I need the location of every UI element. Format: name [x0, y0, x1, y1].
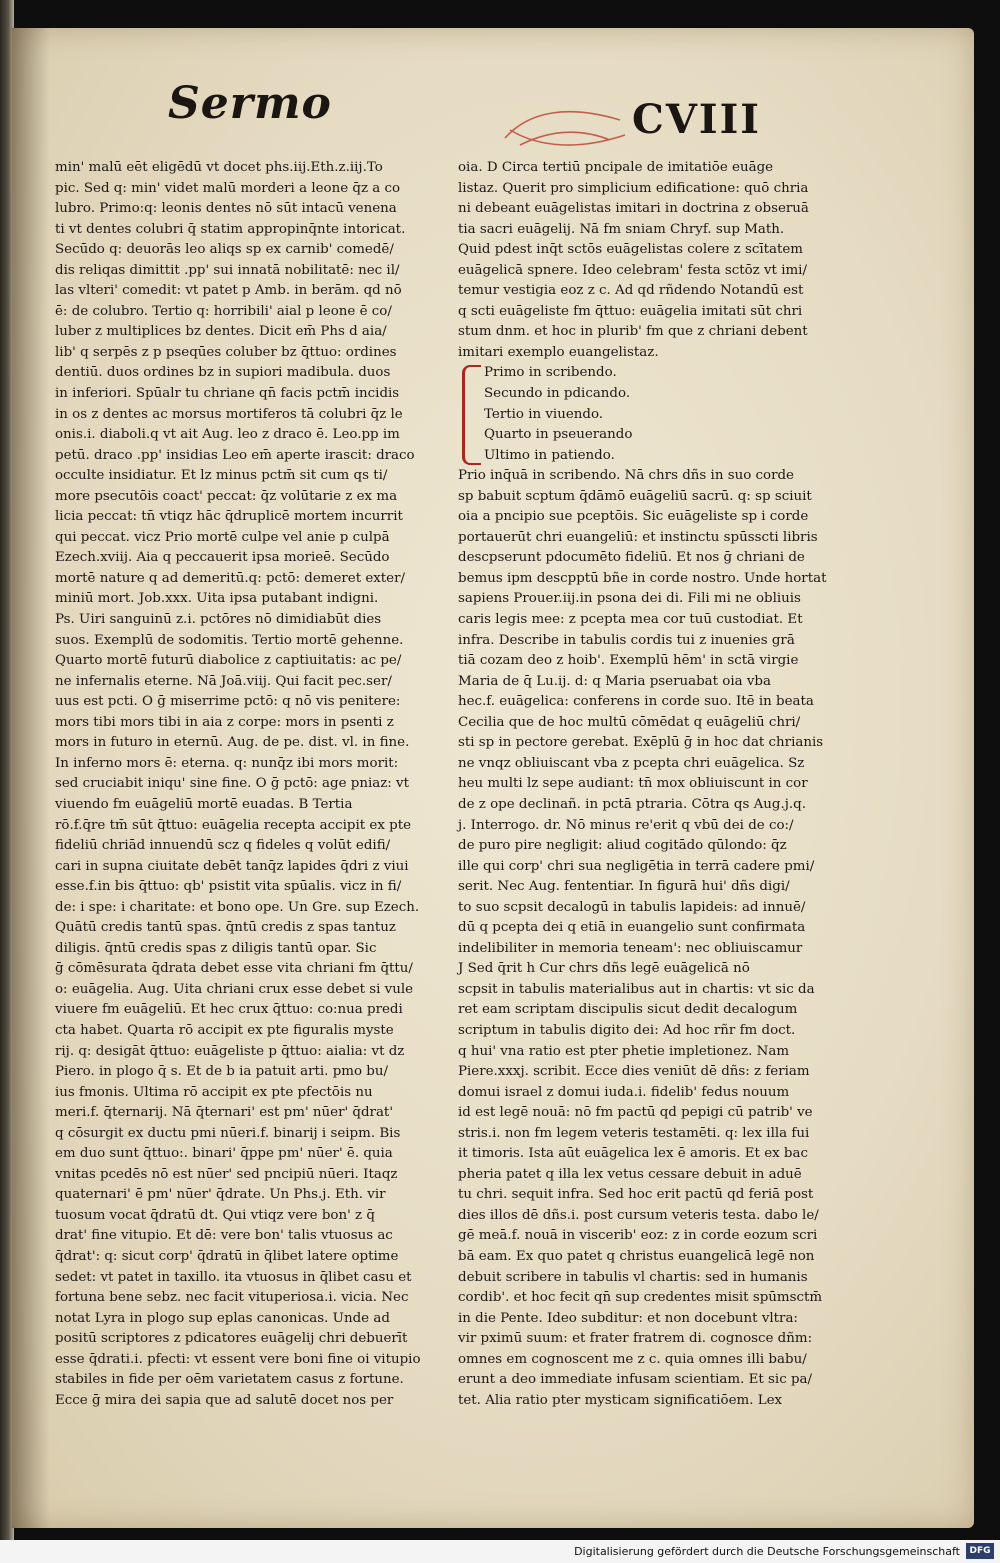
- text-line: Maria de q̄ Lu.ij. d: q Maria pseruabat oia vba: [458, 673, 771, 689]
- text-line: licia peccat: tn̄ vtiqz hāc q̄druplicē mortem incurrit: [55, 509, 403, 525]
- red-swash-mark: [500, 100, 630, 160]
- text-line: rij. q: desigāt q̄ttuo: euāgeliste p q̄ttuo: aialia: vt dz: [55, 1043, 405, 1059]
- text-line: sedet: vt patet in taxillo. ita vtuosus in q̄libet casu et: [55, 1269, 412, 1285]
- text-line: J Sed q̄rit h Cur chrs dñs legē euāgelicā nō: [458, 961, 750, 977]
- text-line: dū q pcepta dei q etiā in euangelio sunt confirmata: [458, 920, 806, 936]
- text-line: las vlteri' comedit: vt patet p Amb. in berām. qd nō: [55, 283, 402, 299]
- text-line: Quarto mortē futurū diabolice z captiuitatis: ac pe/: [55, 653, 402, 669]
- text-line: domui israel z domui iuda.i. fidelib' fedus nouum: [458, 1084, 790, 1100]
- text-line: it timoris. Ista aūt euāgelica lex ē amoris. Et ex bac: [458, 1146, 808, 1162]
- enumerated-list: [462, 363, 850, 466]
- text-line: fideliū chriād innuendū scz q fideles q volūt edifi/: [55, 838, 391, 854]
- text-line: Cecilia que de hoc multū cōmēdat q euāgeliū chri/: [458, 714, 801, 730]
- text-line: sti sp in pectore gerebat. Exēplū ḡ in hoc dat chrianis: [458, 735, 824, 751]
- text-line: ius fmonis. Ultima rō accipit ex pte pfectōis nu: [55, 1084, 373, 1100]
- text-line: debuit scribere in tabulis vl chartis: sed in humanis: [458, 1269, 808, 1285]
- text-line: gē meā.f. nouā in viscerib' eoz: z in corde eozum scri: [458, 1228, 818, 1244]
- text-line: oia. D Circa tertiū pncipale de imitatiōe euāge: [458, 160, 774, 175]
- text-line: in die Pente. Ideo subditur: et non docebunt vltra:: [458, 1310, 798, 1326]
- text-line: esse.f.in bis q̄ttuo: qb' psistit vita spūalis. vicz in fi/: [55, 879, 402, 895]
- text-line: lib' q serpēs z p pseqūes coluber bz q̄ttuo: ordines: [55, 344, 397, 360]
- text-line: to suo scpsit decalogū in tabulis lapideis: ad innuē/: [458, 899, 806, 915]
- text-line: cordib'. et hoc fecit qn̄ sup credentes misit spūmsctm̄: [458, 1290, 823, 1306]
- text-line: portauerūt chri euangeliū: et instinctu spūsscti libris: [458, 529, 818, 545]
- text-line: q scti euāgeliste fm q̄ttuo: euāgelia imitati sūt chri: [458, 303, 803, 319]
- text-line: more psecutōis coact' peccat: q̄z volūtarie z ex ma: [55, 488, 398, 504]
- text-line: ḡ cōmēsurata q̄drata debet esse vita chriani fm q̄ttu/: [55, 961, 413, 977]
- text-line: miniū mort. Job.xxx. Uita ipsa putabant indigni.: [55, 591, 379, 607]
- text-line: bā eam. Ex quo patet q christus euangelicā legē non: [458, 1248, 815, 1264]
- text-line: uus est pcti. O ḡ miserrime pctō: q nō vis penitere:: [55, 694, 401, 710]
- text-line: meri.f. q̄ternarij. Nā q̄ternari' est pm' nūer' q̄drat': [55, 1105, 393, 1121]
- text-line: Quid pdest inq̄t sctōs euāgelistas colere z scītatem: [458, 242, 803, 258]
- text-line: stris.i. non fm legem veteris testamēti. q: lex illa fui: [458, 1125, 810, 1141]
- text-line: onis.i. diaboli.q vt ait Aug. leo z draco ē. Leo.pp im: [55, 427, 400, 443]
- text-line: quaternari' ē pm' nūer' q̄drate. Un Phs.j. Eth. vir: [55, 1187, 386, 1203]
- text-line: tia sacri euāgelij. Nā fm sniam Chryf. sup Math.: [458, 221, 785, 237]
- right-column-body: [458, 466, 850, 1411]
- text-line: imitari exemplo euangelistaz.: [458, 344, 659, 360]
- text-line: q hui' vna ratio est pter phetie impletionez. Nam: [458, 1043, 790, 1059]
- text-line: Secūdo q: deuorās leo aliqs sp ex carnib' comedē/: [55, 242, 394, 258]
- text-line: tet. Alia ratio pter mysticam significatiōem. Lex: [458, 1392, 783, 1408]
- text-line: sapiens Prouer.iij.in psona dei di. Fili mi ne obliuis: [458, 591, 801, 607]
- text-line: dies illos dē dñs.i. post cursum veteris testa. dabo le/: [458, 1207, 819, 1223]
- text-line: dis reliqas dimittit .pp' sui innatā nobilitatē: nec il/: [55, 262, 400, 278]
- text-line: vnitas pcedēs nō est nūer' sed pncipiū nūeri. Itaqz: [55, 1166, 398, 1182]
- text-line: esse q̄drati.i. pfecti: vt essent vere boni fine oi vitupio: [55, 1351, 421, 1367]
- text-line: temur vestigia eoz z c. Ad qd rñdendo Notandū est: [458, 283, 804, 299]
- text-line: infra. Describe in tabulis cordis tui z inuenies grā: [458, 632, 795, 648]
- text-line: descpserunt pdocumēto fideliū. Et nos ḡ chriani de: [458, 550, 805, 566]
- right-column-intro: [458, 158, 850, 363]
- text-line: fortuna bene sebz. nec facit vituperiosa.i. vicia. Nec: [55, 1290, 409, 1306]
- text-line: Ezech.xviij. Aia q peccauerit ipsa morieē. Secūdo: [55, 550, 390, 566]
- text-line: scpsit in tabulis materialibus aut in chartis: vt sic da: [458, 981, 815, 997]
- text-line: ni debeant euāgelistas imitari in doctrina z obseruā: [458, 201, 809, 217]
- text-line: bemus ipm descpptū bñe in corde nostro. Unde hortat: [458, 570, 827, 586]
- text-line: dentiū. duos ordines bz in supiori madibula. duos: [55, 365, 391, 381]
- text-line: min' malū eēt eligēdū vt docet phs.iij.Eth.z.iij.To: [55, 160, 383, 175]
- text-line: ē: de colubro. Tertio q: horribili' aial p leone ē co/: [55, 303, 392, 319]
- right-column: [458, 158, 850, 1408]
- text-line: o: euāgelia. Aug. Uita chriani crux esse debet si vule: [55, 981, 414, 997]
- text-line: sp babuit scptum q̄dāmō euāgeliū sacrū. q: sp sciuit: [458, 488, 812, 504]
- list-item: Quarto in pseuerando: [484, 427, 633, 443]
- text-line: de: i spe: i charitate: et bono ope. Un Gre. sup Ezech.: [55, 899, 420, 915]
- text-line: vir pximū suum: et frater fratrem di. cognosce dñm:: [458, 1331, 813, 1347]
- text-line: listaz. Querit pro simplicium edificatione: quō chria: [458, 180, 809, 196]
- list-item: Secundo in pdicando.: [484, 386, 631, 402]
- text-line: Quātū credis tantū spas. q̄ntū credis z spas tantuz: [55, 920, 396, 936]
- text-line: id est legē nouā: nō fm pactū qd pepigi cū patrib' ve: [458, 1105, 813, 1121]
- text-line: stabiles in fide per oēm varietatem casus z fortune.: [55, 1372, 404, 1388]
- left-column: [55, 158, 445, 1408]
- text-line: mors tibi mors tibi in aia z corpe: mors in psenti z: [55, 714, 394, 730]
- text-line: serit. Nec Aug. fententiar. In figurā hui' dñs digi/: [458, 879, 790, 895]
- text-line: lubro. Primo:q: leonis dentes nō sūt intacū venena: [55, 201, 397, 217]
- footer-credit: Digitalisierung gefördert durch die Deutsche Forschungsgemeinschaft: [574, 1545, 960, 1558]
- list-item: Tertio in viuendo.: [484, 406, 604, 422]
- text-line: heu multi lz sepe audiant: tn̄ mox obliuiscunt in cor: [458, 776, 808, 792]
- text-line: in os z dentes ac morsus mortiferos tā colubri q̄z le: [55, 406, 403, 422]
- text-line: occulte insidiatur. Et lz minus pctm̄ sit cum qs ti/: [55, 468, 388, 484]
- running-head-text: Sermo: [168, 78, 332, 129]
- text-line: Prio inq̄uā in scribendo. Nā chrs dñs in suo corde: [458, 468, 794, 484]
- text-line: viuendo fm euāgeliū mortē euadas. B Tertia: [55, 796, 353, 812]
- text-line: stum dnm. et hoc in plurib' fm que z chriani debent: [458, 324, 808, 340]
- text-line: mortē nature q ad demeritū.q: pctō: demeret exter/: [55, 570, 406, 586]
- text-line: cta habet. Quarta rō accipit ex pte figuralis myste: [55, 1022, 394, 1038]
- text-line: Piere.xxxj. scribit. Ecce dies veniūt dē dñs: z feriam: [458, 1064, 810, 1080]
- text-line: pheria patet q illa lex vetus cessare debuit in aduē: [458, 1166, 802, 1182]
- text-line: hec.f. euāgelica: conferens in corde suo. Itē in beata: [458, 694, 814, 710]
- text-line: suos. Exemplū de sodomitis. Tertio mortē gehenne.: [55, 632, 404, 648]
- text-line: petū. draco .pp' insidias Leo em̄ aperte irascit: draco: [55, 447, 415, 463]
- text-line: scriptum in tabulis digito dei: Ad hoc rñr fm doct.: [458, 1022, 796, 1038]
- text-line: oia a pncipio sue pceptōis. Sic euāgeliste sp i corde: [458, 509, 809, 525]
- folio-number: CVIII: [632, 96, 762, 143]
- list-bracket: [462, 365, 481, 465]
- text-line: erunt a deo immediate infusam scientiam. Et sic pa/: [458, 1372, 813, 1388]
- text-line: pic. Sed q: min' videt malū morderi a leone q̄z a co: [55, 180, 401, 196]
- text-line: caris legis mee: z pcepta mea cor tuū custodiat. Et: [458, 612, 803, 628]
- text-line: notat Lyra in plogo sup eplas canonicas. Unde ad: [55, 1310, 390, 1326]
- text-line: Ps. Uiri sanguinū z.i. pctōres nō dimidiabūt dies: [55, 612, 382, 628]
- text-line: positū scriptores z pdicatores euāgelij chri debuerīt: [55, 1331, 408, 1347]
- text-line: qui peccat. vicz Prio mortē culpe vel anie p culpā: [55, 529, 390, 545]
- text-line: Ecce ḡ mira dei sapia que ad salutē docet nos per: [55, 1392, 394, 1408]
- text-line: ne vnqz obliuiscant vba z pcepta chri euāgelica. Sz: [458, 755, 805, 771]
- text-line: luber z multiplices bz dentes. Dicit em̄ Phs d aia/: [55, 324, 387, 340]
- text-line: ret eam scriptam discipulis sicut dedit decalogum: [458, 1002, 798, 1018]
- text-line: viuere fm euāgeliū. Et hec crux q̄ttuo: co:nua predi: [55, 1002, 403, 1018]
- text-line: q̄drat': q: sicut corp' q̄dratū in q̄libet latere optime: [55, 1248, 399, 1264]
- text-line: euāgelicā spnere. Ideo celebram' festa sctōz vt imi/: [458, 262, 807, 278]
- text-line: rō.f.q̄re tm̄ sūt q̄ttuo: euāgelia recepta accipit ex pte: [55, 817, 412, 833]
- text-line: cari in supna ciuitate debēt tanq̄z lapides q̄dri z viui: [55, 858, 409, 874]
- text-line: diligis. q̄ntū credis spas z diligis tantū opar. Sic: [55, 940, 377, 956]
- text-line: In inferno mors ē: eterna. q: nunq̄z ibi mors morit:: [55, 755, 399, 771]
- dfg-logo: DFG: [966, 1543, 994, 1559]
- text-line: ne infernalis eterne. Nā Joā.viij. Qui facit pec.ser/: [55, 673, 392, 689]
- text-line: mors in futuro in eternū. Aug. de pe. dist. vl. in fine.: [55, 735, 410, 751]
- text-line: de z ope declinañ. in pctā ptraria. Cōtra qs Aug.j.q.: [458, 796, 806, 812]
- text-line: q cōsurgit ex ductu pmi nūeri.f. binarij i seipm. Bis: [55, 1125, 401, 1141]
- text-line: sed cruciabit iniqu' sine fine. O ḡ pctō: age pniaz: vt: [55, 776, 409, 792]
- text-line: drat' fine vitupio. Et dē: vere bon' talis vtuosus ac: [55, 1228, 393, 1244]
- text-line: ille qui corp' chri sua negligētia in terrā cadere pmi/: [458, 858, 815, 874]
- text-line: indelibiliter in memoria teneam': nec obliuiscamur: [458, 940, 803, 956]
- text-line: Piero. in plogo q̄ s. Et de b ia patuit arti. pmo bu/: [55, 1064, 388, 1080]
- list-item: Ultimo in patiendo.: [484, 447, 615, 463]
- text-line: tu chri. sequit infra. Sed hoc erit pactū qd feriā post: [458, 1187, 814, 1203]
- text-line: ti vt dentes colubri q̄ statim appropinq̄nte intoricat.: [55, 221, 406, 237]
- text-line: in inferiori. Spūalr tu chriane qn̄ facis pctm̄ incidis: [55, 386, 400, 402]
- running-head: [168, 78, 332, 129]
- text-line: omnes em cognoscent me z c. quia omnes illi babu/: [458, 1351, 807, 1367]
- text-line: j. Interrogo. dr. Nō minus re'erit q vbū dei de co:/: [458, 817, 794, 833]
- text-line: em duo sunt q̄ttuo:. binari' q̄ppe pm' nūer' ē. quia: [55, 1146, 393, 1162]
- text-line: de puro pire negligit: aliud cogitādo qūlondo: q̄z: [458, 838, 787, 854]
- text-line: tuosum vocat q̄dratū dt. Qui vtiqz vere bon' z q̄: [55, 1207, 375, 1223]
- text-line: tiā cozam deo z hoib'. Exemplū hēm' in sctā virgie: [458, 653, 799, 669]
- list-item: Primo in scribendo.: [484, 365, 617, 381]
- gutter-shadow: [12, 28, 50, 1528]
